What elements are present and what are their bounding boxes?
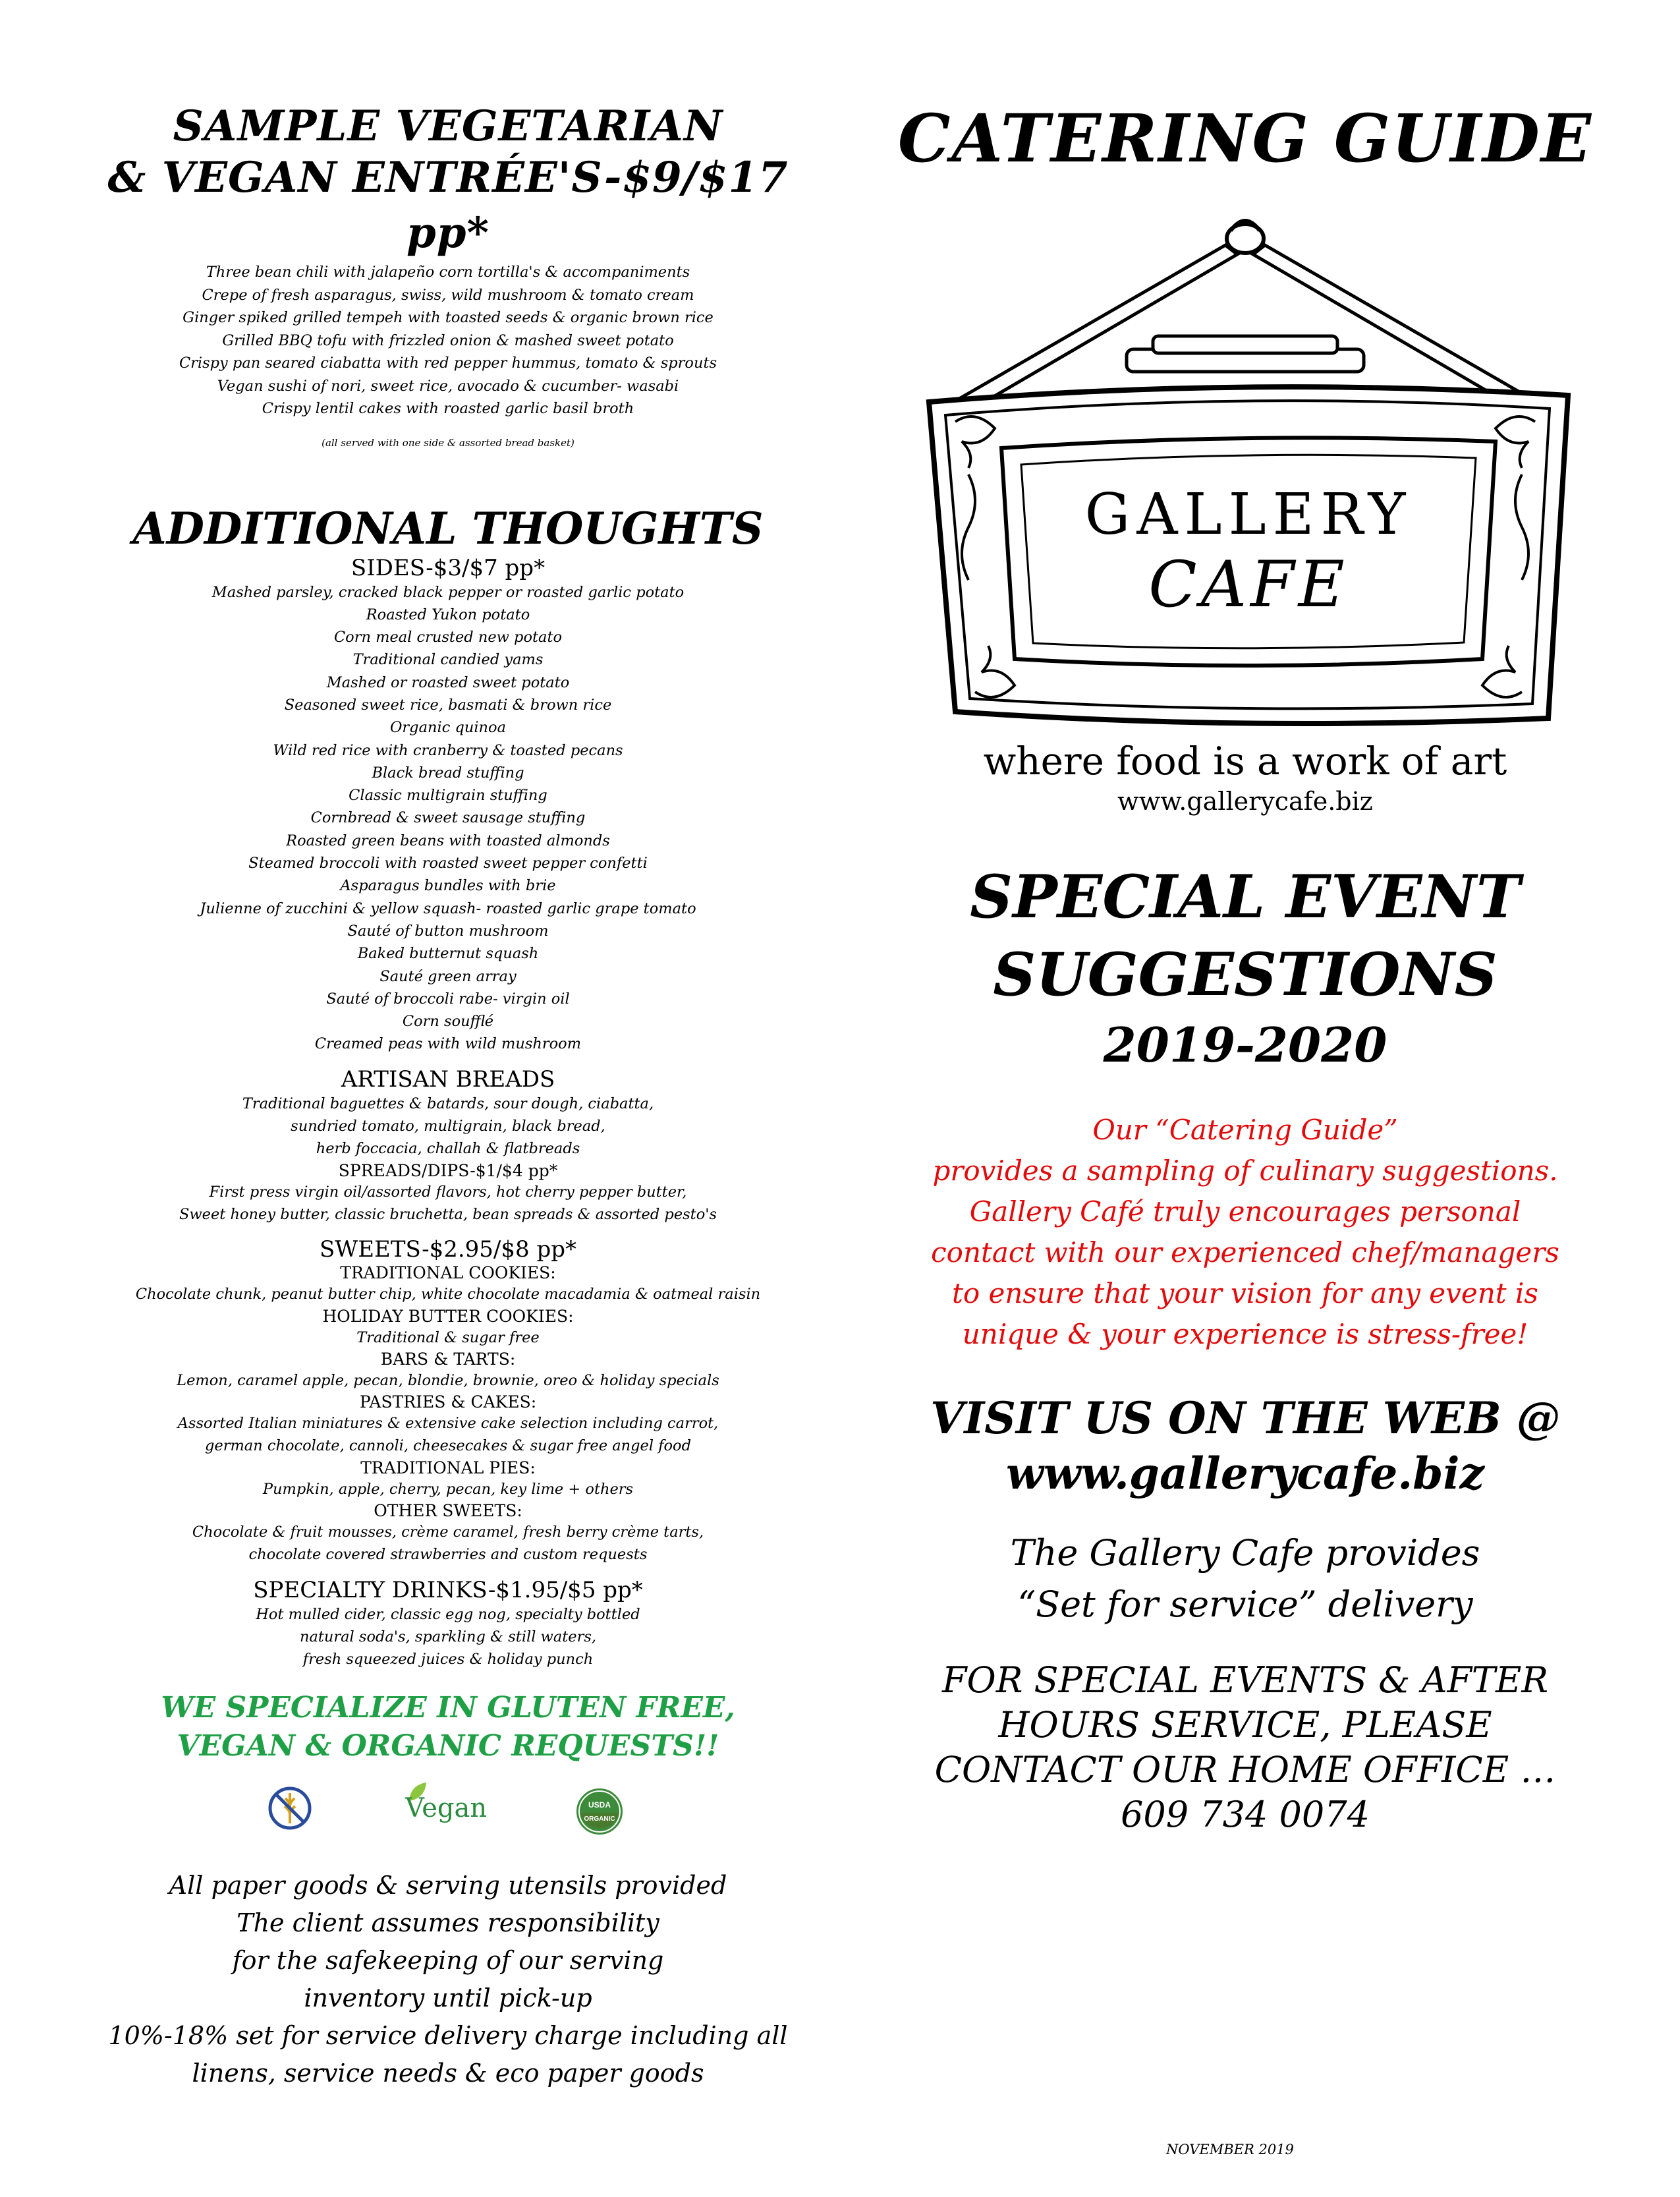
side-item: Mashed parsley, cracked black pepper or roasted garlic potato xyxy=(211,583,685,601)
usda-organic-logo-icon xyxy=(573,1785,626,1838)
bread-line: herb foccacia, challah & flatbreads xyxy=(316,1140,580,1158)
side-item: Organic quinoa xyxy=(389,719,506,737)
intro-line: contact with our experienced chef/managers xyxy=(931,1236,1559,1269)
entrees-title-line1: SAMPLE VEGETARIAN xyxy=(173,101,723,151)
intro-line: to ensure that your vision for any event is xyxy=(952,1277,1538,1309)
publication-date: NOVEMBER 2019 xyxy=(1166,2142,1294,2157)
sweets-item-line: Traditional & sugar free xyxy=(356,1328,540,1346)
specialize-heading xyxy=(99,1689,797,1765)
service-terms xyxy=(99,1867,797,2092)
vegan-logo-text: Vegan xyxy=(405,1793,488,1824)
breads-title: ARTISAN BREADS xyxy=(341,1066,555,1093)
website-url[interactable]: www.gallerycafe.biz xyxy=(1117,787,1373,816)
service-term-line: for the safekeeping of our serving xyxy=(232,1946,664,1976)
sweets-item-line: Assorted Italian miniatures & extensive cake selection including carrot, xyxy=(177,1415,719,1433)
service-term-line: All paper goods & serving utensils provided xyxy=(169,1871,727,1900)
spreads-list xyxy=(99,1181,797,1226)
side-item: Julienne of zucchini & yellow squash- roasted garlic grape tomato xyxy=(200,899,696,917)
sweets-item-line: Chocolate chunk, peanut butter chip, white chocolate macadamia & oatmeal raisin xyxy=(135,1286,761,1303)
delivery-info xyxy=(850,1527,1640,1630)
drinks-list xyxy=(99,1603,797,1671)
sweets-item-line: chocolate covered strawberries and custom requests xyxy=(248,1546,648,1564)
side-item: Baked butternut squash xyxy=(357,945,539,963)
right-column xyxy=(850,99,1640,1837)
side-item: Steamed broccoli with roasted sweet pepper confetti xyxy=(248,855,648,872)
contact-line: 609 734 0074 xyxy=(1121,1794,1370,1835)
sweets-item-line: german chocolate, cannoli, cheesecakes & sugar free angel food xyxy=(204,1437,692,1455)
sweets-category-heading: TRADITIONAL COOKIES: xyxy=(340,1263,556,1283)
drink-line: Hot mulled cider, classic egg nog, specialty bottled xyxy=(256,1605,640,1623)
drink-line: natural soda's, sparkling & still waters, xyxy=(299,1628,597,1645)
gallery-cafe-sign-logo xyxy=(916,211,1575,738)
special-event-line1: SPECIAL EVENT xyxy=(970,862,1521,932)
sweets-category-heading: OTHER SWEETS: xyxy=(374,1501,522,1520)
sweets-category-heading: TRADITIONAL PIES: xyxy=(360,1458,536,1477)
hanging-frame-icon xyxy=(916,211,1575,738)
entree-item: Grilled BBQ tofu with frizzled onion & mashed sweet potato xyxy=(222,331,674,349)
sweets-item-line: Pumpkin, apple, cherry, pecan, key lime + others xyxy=(262,1480,634,1498)
sweets-list xyxy=(99,1263,797,1566)
sign-line1: GALLERY xyxy=(1084,482,1413,548)
sweets-title: SWEETS-$2.95/$8 pp* xyxy=(320,1236,576,1263)
sweets-category-heading: BARS & TARTS: xyxy=(380,1349,516,1369)
entrees-title-line2: & VEGAN ENTRÉE'S-$9/$17 pp* xyxy=(107,153,789,258)
visit-web-url[interactable]: www.gallerycafe.biz xyxy=(1006,1448,1484,1499)
bread-line: Traditional baguettes & batards, sour dough, ciabatta, xyxy=(242,1095,654,1112)
sides-title: SIDES-$3/$7 pp* xyxy=(350,554,546,581)
side-item: Mashed or roasted sweet potato xyxy=(326,673,570,691)
side-item: Classic multigrain stuffing xyxy=(349,787,547,805)
dietary-logos xyxy=(99,1779,797,1838)
delivery-line2: “Set for service” delivery xyxy=(1017,1584,1473,1625)
intro-line: provides a sampling of culinary suggestions. xyxy=(932,1155,1558,1187)
service-term-line: inventory until pick-up xyxy=(304,1983,592,2013)
entree-item: Ginger spiked grilled tempeh with toasted seeds & organic brown rice xyxy=(182,309,714,326)
bread-line: sundried tomato, multigrain, black bread, xyxy=(291,1118,605,1135)
vegan-logo xyxy=(399,1779,497,1831)
catering-intro xyxy=(850,1110,1640,1355)
sweets-category-heading: HOLIDAY BUTTER COOKIES: xyxy=(322,1306,574,1326)
side-item: Sauté of broccoli rabe- virgin oil xyxy=(326,990,570,1008)
sides-list xyxy=(99,581,797,1056)
spreads-title: SPREADS/DIPS-$1/$4 pp* xyxy=(338,1160,558,1180)
side-item: Traditional candied yams xyxy=(352,651,544,669)
contact-info xyxy=(850,1658,1640,1837)
sweets-item-line: Lemon, caramel apple, pecan, blondie, brownie, oreo & holiday specials xyxy=(177,1371,719,1389)
contact-line: FOR SPECIAL EVENTS & AFTER xyxy=(941,1659,1549,1701)
specialize-line2: VEGAN & ORGANIC REQUESTS!! xyxy=(177,1729,719,1763)
entree-item: Crepe of fresh asparagus, swiss, wild mushroom & tomato cream xyxy=(202,286,694,304)
intro-line: Gallery Café truly encourages personal xyxy=(969,1195,1521,1228)
side-item: Sauté green array xyxy=(379,967,517,985)
visit-web xyxy=(850,1390,1640,1501)
usda-logo-bottom: ORGANIC xyxy=(584,1815,615,1823)
entrees-list xyxy=(99,261,797,420)
delivery-line1: The Gallery Cafe provides xyxy=(1010,1532,1480,1574)
breads-list xyxy=(99,1093,797,1160)
spread-line: First press virgin oil/assorted flavors, hot cherry pepper butter, xyxy=(209,1183,687,1201)
usda-logo-top: USDA xyxy=(588,1800,611,1810)
gluten-free-logo-icon xyxy=(267,1785,313,1831)
side-item: Corn soufflé xyxy=(402,1013,494,1031)
entrees-note: (all served with one side & assorted bread basket) xyxy=(322,436,574,449)
entree-item: Crispy lentil cakes with roasted garlic basil broth xyxy=(262,400,634,417)
tagline: where food is a work of art xyxy=(983,739,1507,784)
contact-line: CONTACT OUR HOME OFFICE … xyxy=(934,1749,1556,1790)
side-item: Creamed peas with wild mushroom xyxy=(314,1035,582,1053)
side-item: Corn meal crusted new potato xyxy=(333,629,563,646)
left-column xyxy=(99,99,797,2092)
service-term-line: linens, service needs & eco paper goods xyxy=(192,2059,704,2088)
intro-line: unique & your experience is stress-free! xyxy=(962,1318,1528,1350)
spread-line: Sweet honey butter, classic bruchetta, bean spreads & assorted pesto's xyxy=(179,1205,717,1223)
entree-item: Crispy pan seared ciabatta with red pepper hummus, tomato & sprouts xyxy=(179,355,717,372)
sweets-item-line: Chocolate & fruit mousses, crème caramel, fresh berry crème tarts, xyxy=(192,1524,704,1541)
service-term-line: The client assumes responsibility xyxy=(237,1908,659,1938)
special-event-title xyxy=(850,858,1640,1013)
side-item: Cornbread & sweet sausage stuffing xyxy=(310,809,586,827)
specialize-line1: WE SPECIALIZE IN GLUTEN FREE, xyxy=(161,1691,735,1725)
side-item: Black bread stuffing xyxy=(372,764,524,782)
service-term-line: 10%-18% set for service delivery charge including all xyxy=(108,2021,788,2051)
year-range: 2019-2020 xyxy=(1103,1017,1387,1073)
side-item: Asparagus bundles with brie xyxy=(340,877,556,895)
entree-item: Three bean chili with jalapeño corn tortilla's & accompaniments xyxy=(206,264,690,281)
sweets-category-heading: PASTRIES & CAKES: xyxy=(359,1392,537,1412)
contact-line: HOURS SERVICE, PLEASE xyxy=(998,1704,1492,1746)
side-item: Seasoned sweet rice, basmati & brown rice xyxy=(284,696,612,714)
side-item: Roasted Yukon potato xyxy=(366,606,530,623)
drinks-title: SPECIALTY DRINKS-$1.95/$5 pp* xyxy=(253,1576,643,1603)
side-item: Sauté of button mushroom xyxy=(347,922,549,940)
side-item: Wild red rice with cranberry & toasted pecans xyxy=(273,741,623,759)
additional-thoughts-title: ADDITIONAL THOUGHTS xyxy=(132,502,764,554)
side-item: Roasted green beans with toasted almonds xyxy=(286,832,610,849)
drink-line: fresh squeezed juices & holiday punch xyxy=(302,1651,594,1669)
sign-line2: CAFE xyxy=(1148,548,1349,621)
catering-guide-title: CATERING GUIDE xyxy=(897,100,1593,177)
intro-line: Our “Catering Guide” xyxy=(1092,1114,1398,1146)
entree-item: Vegan sushi of nori, sweet rice, avocado & cucumber- wasabi xyxy=(217,377,679,395)
special-event-line2: SUGGESTIONS xyxy=(993,940,1498,1010)
visit-web-line1: VISIT US ON THE WEB @ xyxy=(930,1392,1560,1444)
